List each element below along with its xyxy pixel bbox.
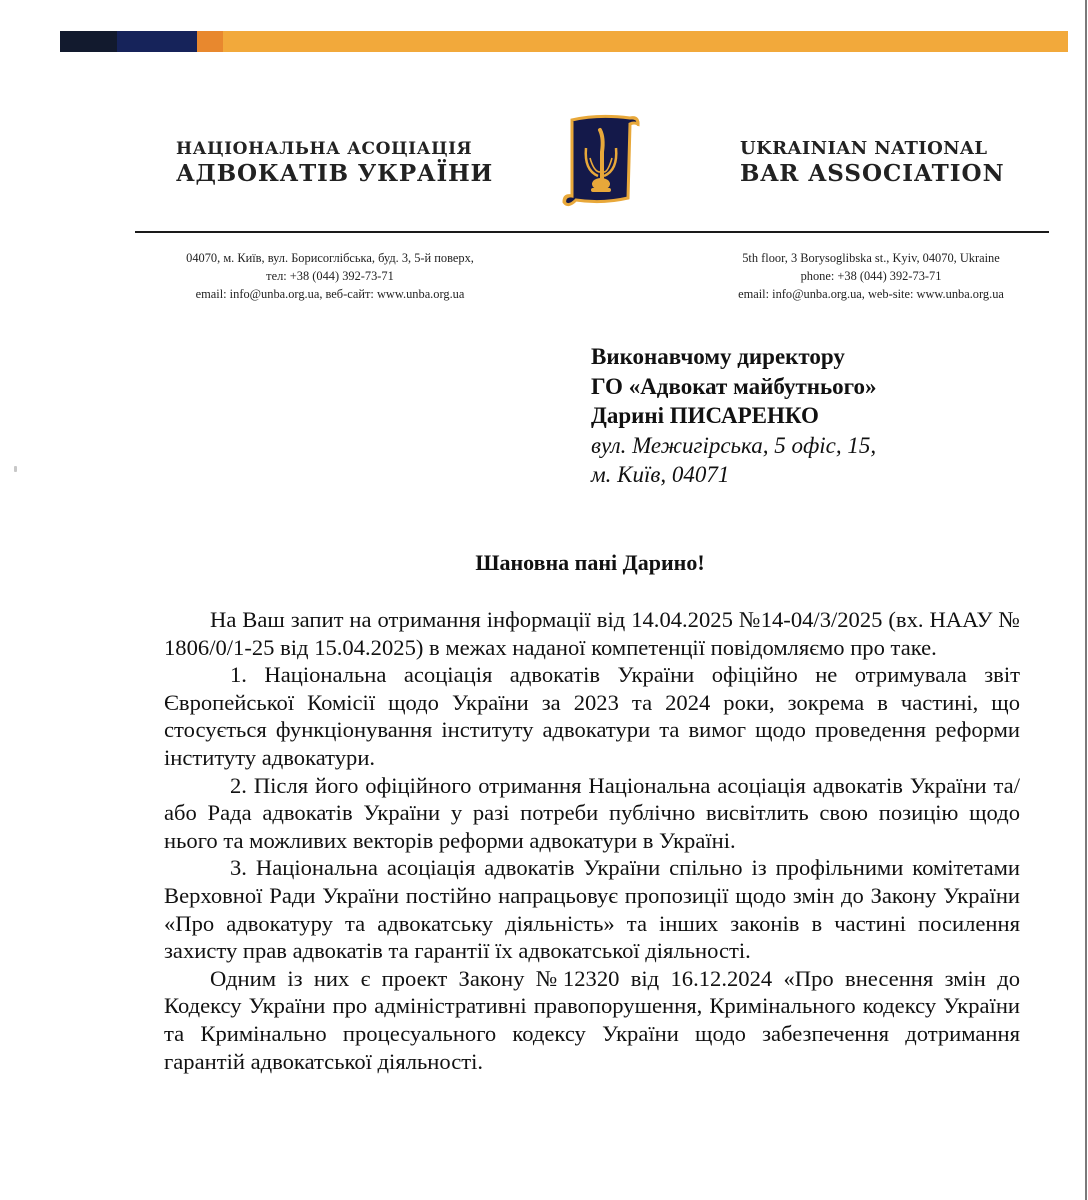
org-name-english (740, 138, 1040, 188)
address-en-line1: 5th floor, 3 Borysoglibska st., Kyiv, 04070, Ukraine (742, 251, 1000, 265)
org-name-en-line1: UKRAINIAN NATIONAL (740, 138, 988, 159)
address-en-line3: email: info@unba.org.ua, web-site: www.unba.org.ua (738, 287, 1004, 301)
body-item-2: 2. Після його офіційного отримання Національна асоціація адвокатів України та/або Рада адвокатів України у разі потреби публічно висвітлить свою позицію щодо нього та можливих векторів реформи адвокатури в Україні. (164, 772, 1020, 853)
color-bar-segment-dark (60, 31, 117, 52)
org-name-en-line2: BAR ASSOCIATION (740, 160, 1005, 187)
salutation: Шановна пані Дарино! (475, 550, 705, 575)
recipient-block (591, 342, 1011, 490)
page-edge-border (1085, 0, 1087, 1200)
scan-artifact (14, 466, 17, 472)
recipient-city: м. Київ, 04071 (591, 462, 730, 487)
address-uk-line2: тел: +38 (044) 392-73-71 (266, 269, 394, 283)
address-uk-line3: email: info@unba.org.ua, веб-сайт: www.unba.org.ua (195, 287, 465, 301)
address-en-line2: phone: +38 (044) 392-73-71 (800, 269, 942, 283)
unba-logo-icon (558, 112, 644, 214)
body-closing-paragraph: Одним із них є проект Закону №12320 від 16.12.2024 «Про внесення змін до Кодексу України про адміністративні правопорушення, Кримінального кодексу України та Кримінально процесуального кодексу України щодо забезпечення дотримання гарантій адвокатської діяльності. (164, 965, 1020, 1074)
recipient-organization: ГО «Адвокат майбутнього» (591, 373, 877, 399)
address-english (690, 249, 1052, 303)
recipient-street: вул. Межигірська, 5 офіс, 15, (591, 432, 877, 458)
org-name-ukrainian (176, 138, 496, 188)
body-item-3: 3. Національна асоціація адвокатів України спільно із профільними комітетами Верховної Ради України постійно напрацьовує пропозиції щодо змін до Закону України «Про адвокатуру та адвокатську діяльність» та інших законів в частині посилення захисту прав адвокатів та гарантії їх адвокатської діяльності. (164, 855, 1020, 964)
org-name-uk-line2: АДВОКАТІВ УКРАЇНИ (176, 160, 494, 187)
body-intro-paragraph: На Ваш запит на отримання інформації від 14.04.2025 №14-04/3/2025 (вх. НААУ № 1806/0/1-25 від 15.04.2025) в межах наданої компетенції повідомляємо про таке. (164, 607, 1020, 660)
color-bar-segment-amber (223, 31, 1068, 52)
color-bar-segment-orange (197, 31, 223, 52)
letter-body (164, 606, 1020, 1075)
color-bar-segment-navy (117, 31, 197, 52)
address-ukrainian (140, 249, 520, 303)
letterhead-color-bar (60, 31, 1068, 52)
address-uk-line1: 04070, м. Київ, вул. Борисоглібська, буд. 3, 5-й поверх, (186, 251, 474, 265)
recipient-name: Дарині ПИСАРЕНКО (591, 403, 819, 428)
recipient-position: Виконавчому директору (591, 344, 845, 369)
letterhead-divider (135, 231, 1049, 233)
body-item-1: 1. Національна асоціація адвокатів України офіційно не отримувала звіт Європейської Комісії щодо України за 2023 та 2024 роки, зокрема в частині, що стосується функціонування інституту адвокатури та вимог щодо проведення реформи інституту адвокатури. (164, 662, 1020, 770)
org-name-uk-line1: НАЦІОНАЛЬНА АСОЦІАЦІЯ (176, 139, 473, 159)
